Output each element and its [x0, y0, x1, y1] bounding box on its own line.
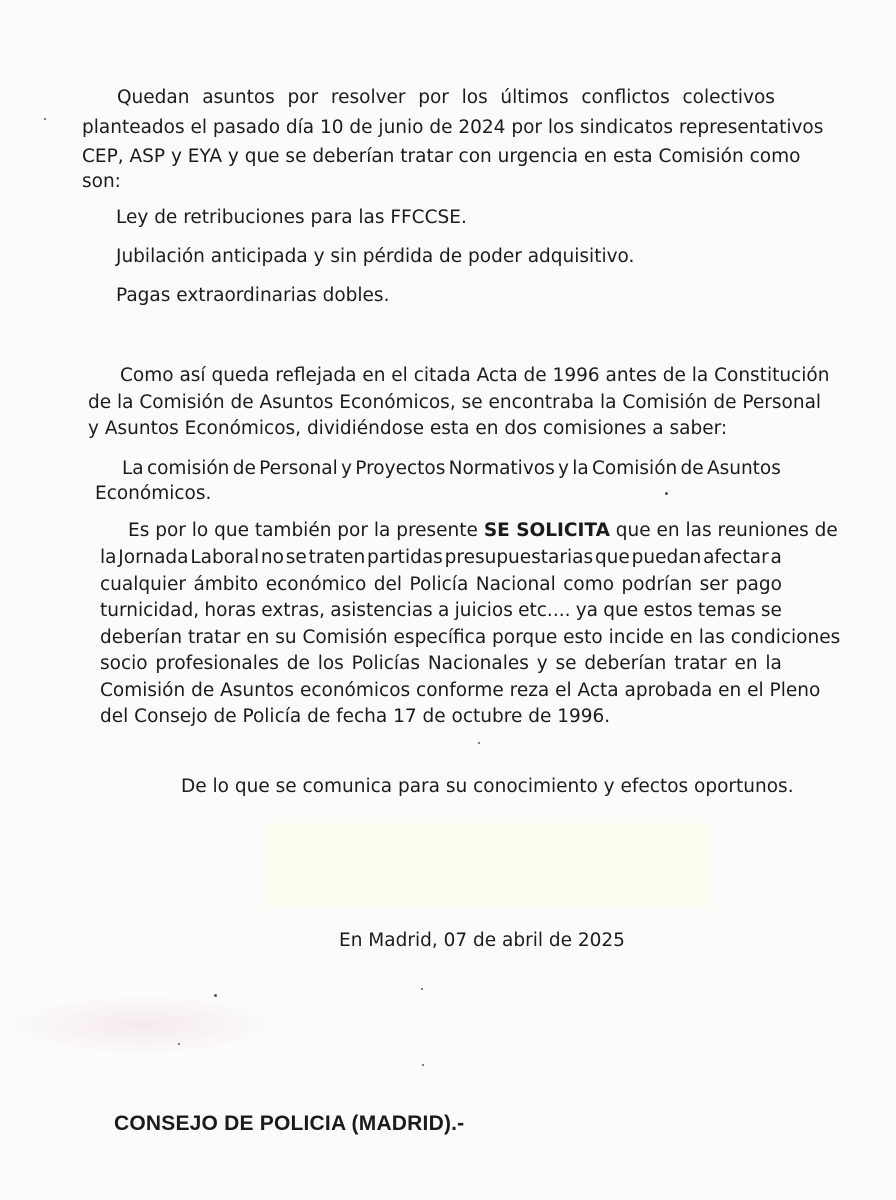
word: por — [418, 87, 449, 108]
paragraph-4-line-8: del Consejo de Policía de fecha 17 de octubre de 1996. — [100, 706, 611, 727]
word: en — [734, 653, 758, 674]
word: últimos — [500, 87, 569, 108]
paragraph-1-line-1 — [117, 86, 775, 110]
redacted-area — [268, 824, 708, 908]
word: Policías — [351, 653, 421, 674]
word: no — [260, 547, 284, 568]
scan-smudge — [12, 995, 272, 1055]
place-date: En Madrid, 07 de abril de 2025 — [339, 930, 625, 951]
word: profesionales — [155, 653, 279, 674]
word: deberían — [584, 653, 667, 674]
word: como — [563, 574, 615, 595]
closing-statement: De lo que se comunica para su conocimiento y efectos oportunos. — [181, 776, 794, 797]
word: partidas — [367, 547, 443, 568]
word: de — [680, 458, 704, 479]
scan-speck — [478, 742, 480, 744]
paragraph-2-line-3: y Asuntos Económicos, dividiéndose esta en dos comisiones a saber: — [88, 418, 728, 439]
word: de — [286, 653, 310, 674]
word: conflictos — [581, 87, 670, 108]
word: se — [760, 600, 782, 621]
se-solicita-emphasis: SE SOLICITA — [483, 520, 610, 541]
word: que — [594, 547, 630, 568]
word: Normativos — [448, 458, 555, 479]
word: que — [603, 600, 639, 621]
word: temas — [697, 600, 756, 621]
paragraph-4-line-7: Comisión de Asuntos económicos conforme reza el Acta aprobada en el Pleno — [100, 680, 821, 701]
word: traten — [308, 547, 366, 568]
word: tratar — [674, 653, 727, 674]
word: la — [572, 458, 589, 479]
word: Jornada — [118, 547, 189, 568]
word: económico — [265, 574, 367, 595]
word: y — [558, 458, 569, 479]
word: los — [317, 653, 344, 674]
word: asuntos — [202, 87, 275, 108]
paragraph-4-line-6 — [100, 652, 782, 676]
word: la — [100, 547, 117, 568]
word: estos — [643, 600, 693, 621]
paragraph-3-line-2: Económicos. — [95, 483, 212, 504]
word: por — [287, 87, 319, 108]
paragraph-4-line-3 — [100, 573, 782, 597]
word: y — [536, 653, 548, 674]
word: turnicidad, — [100, 600, 200, 621]
word: juicios — [454, 600, 513, 621]
word: Policía — [409, 574, 469, 595]
paragraph-4-text-after: que en las reuniones de — [615, 520, 838, 541]
word: ámbito — [193, 574, 259, 595]
word: colectivos — [682, 87, 775, 108]
word: ser — [699, 574, 729, 595]
word: afectar — [703, 547, 769, 568]
paragraph-4-line-5: deberían tratar en su Comisión específica porque esto incide en las condiciones — [100, 627, 841, 648]
paragraph-4-line-1 — [128, 519, 838, 543]
word: Laboral — [190, 547, 260, 568]
issue-item: Jubilación anticipada y sin pérdida de poder adquisitivo. — [116, 246, 635, 267]
word: pago — [735, 574, 782, 595]
word: podrían — [621, 574, 693, 595]
scan-speck — [44, 118, 46, 120]
word: comisión — [146, 458, 230, 479]
paragraph-1-line-4: son: — [82, 171, 121, 192]
scan-speck — [665, 492, 668, 495]
word: Nacionales — [427, 653, 529, 674]
issue-item: Pagas extraordinarias dobles. — [116, 285, 390, 306]
paragraph-4-line-4 — [100, 599, 782, 623]
scan-speck — [178, 1043, 180, 1045]
word: de — [232, 458, 256, 479]
word: y — [341, 458, 352, 479]
word: Personal — [259, 458, 338, 479]
issue-item: Ley de retribuciones para las FFCCSE. — [116, 207, 467, 228]
paragraph-3-line-1 — [122, 457, 781, 481]
paragraph-1-line-2: planteados el pasado día 10 de junio de 2024 por los sindicatos representativos — [82, 117, 824, 138]
word: horas — [204, 600, 257, 621]
word: cualquier — [100, 574, 186, 595]
word: extras, — [261, 600, 326, 621]
word: Asuntos — [706, 458, 781, 479]
word: a — [770, 547, 782, 568]
scan-speck — [422, 1064, 424, 1066]
scan-speck — [214, 994, 217, 997]
word: Nacional — [475, 574, 556, 595]
signature-block: CONSEJO DE POLICIA (MADRID).- — [114, 1112, 465, 1135]
word: asistencias — [330, 600, 433, 621]
word: se — [555, 653, 577, 674]
word: Comisión — [592, 458, 678, 479]
scan-speck — [421, 988, 423, 990]
word: a — [437, 600, 450, 621]
paragraph-4-line-2 — [100, 546, 782, 570]
word: ya — [575, 600, 599, 621]
word: se — [285, 547, 307, 568]
word: Proyectos — [355, 458, 446, 479]
word: la — [765, 653, 782, 674]
word: etc.... — [518, 600, 571, 621]
word: socio — [100, 653, 148, 674]
word: resolver — [330, 87, 406, 108]
paragraph-2-line-2: de la Comisión de Asuntos Económicos, se encontraba la Comisión de Personal — [88, 392, 822, 413]
paragraph-4-text-before: Es por lo que también por la presente — [128, 520, 478, 541]
word: Quedan — [117, 87, 190, 108]
word: presupuestarias — [444, 547, 594, 568]
word: del — [373, 574, 403, 595]
word: puedan — [631, 547, 702, 568]
word: La — [122, 458, 144, 479]
paragraph-1-line-3: CEP, ASP y EYA y que se deberían tratar con urgencia en esta Comisión como — [82, 146, 801, 167]
word: los — [461, 87, 488, 108]
paragraph-2-line-1: Como así queda reflejada en el citada Acta de 1996 antes de la Constitución — [120, 365, 830, 386]
